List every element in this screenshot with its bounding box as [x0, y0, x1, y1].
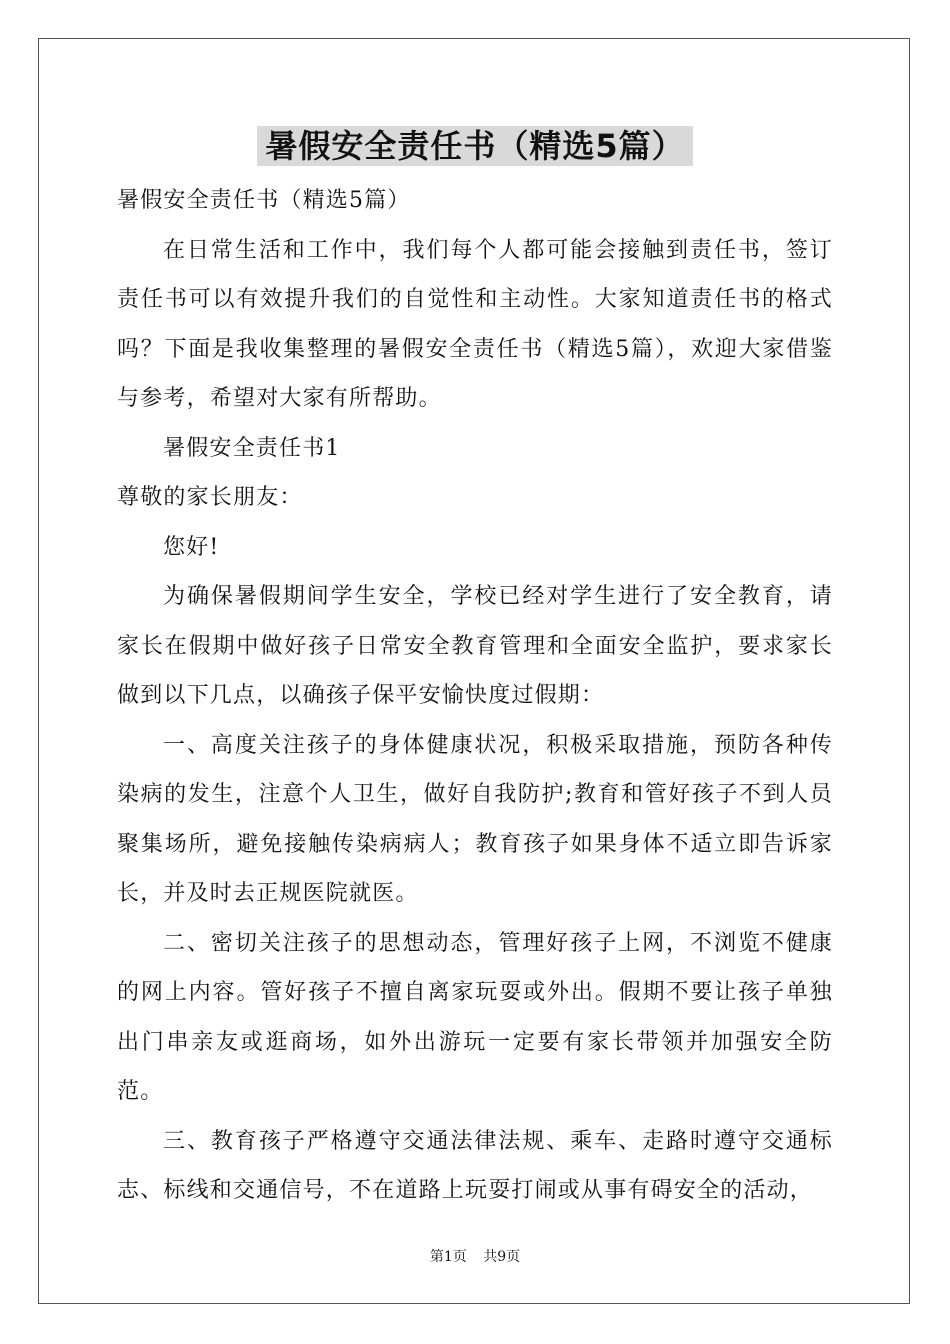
- paragraph: 三、教育孩子严格遵守交通法律法规、乘车、走路时遵守交通标志、标线和交通信号，不在道路上玩耍打闹或从事有碍安全的活动，: [117, 1128, 833, 1203]
- salutation: 尊敬的家长朋友：: [117, 485, 303, 510]
- paragraph: 暑假安全责任书（精选5篇）: [117, 188, 411, 213]
- page-total: 共9页: [483, 1249, 521, 1265]
- paragraph: 二、密切关注孩子的思想动态，管理好孩子上网，不浏览不健康的网上内容。管好孩子不擅自离家玩耍或外出。假期不要让孩子单独出门串亲友或逛商场，如外出游玩一定要有家长带领并加强安全防范。: [117, 930, 833, 1104]
- greeting: 您好!: [163, 534, 220, 560]
- paragraph: 一、高度关注孩子的身体健康状况，积极采取措施，预防各种传染病的发生，注意个人卫生，做好自我防护;教育和管好孩子不到人员聚集场所，避免接触传染病病人；教育孩子如果身体不适立即告诉家长，并及时去正规医院就医。: [117, 732, 833, 906]
- paragraph: 为确保暑假期间学生安全，学校已经对学生进行了安全教育，请家长在假期中做好孩子日常安全教育管理和全面安全监护，要求家长做到以下几点，以确孩子保平安愉快度过假期：: [117, 584, 833, 708]
- paragraph: 在日常生活和工作中，我们每个人都可能会接触到责任书，签订责任书可以有效提升我们的自觉性和主动性。大家知道责任书的格式吗？下面是我收集整理的暑假安全责任书（精选5篇），欢迎大家借鉴与参考，希望对大家有所帮助。: [117, 237, 833, 411]
- page-footer: [0, 1246, 950, 1266]
- title-wrapper: [0, 126, 950, 166]
- document-title: 暑假安全责任书（精选5篇）: [257, 126, 692, 166]
- document-body: [117, 176, 833, 1216]
- section-heading: 暑假安全责任书1: [163, 435, 341, 461]
- page-number: 第1页: [429, 1249, 467, 1265]
